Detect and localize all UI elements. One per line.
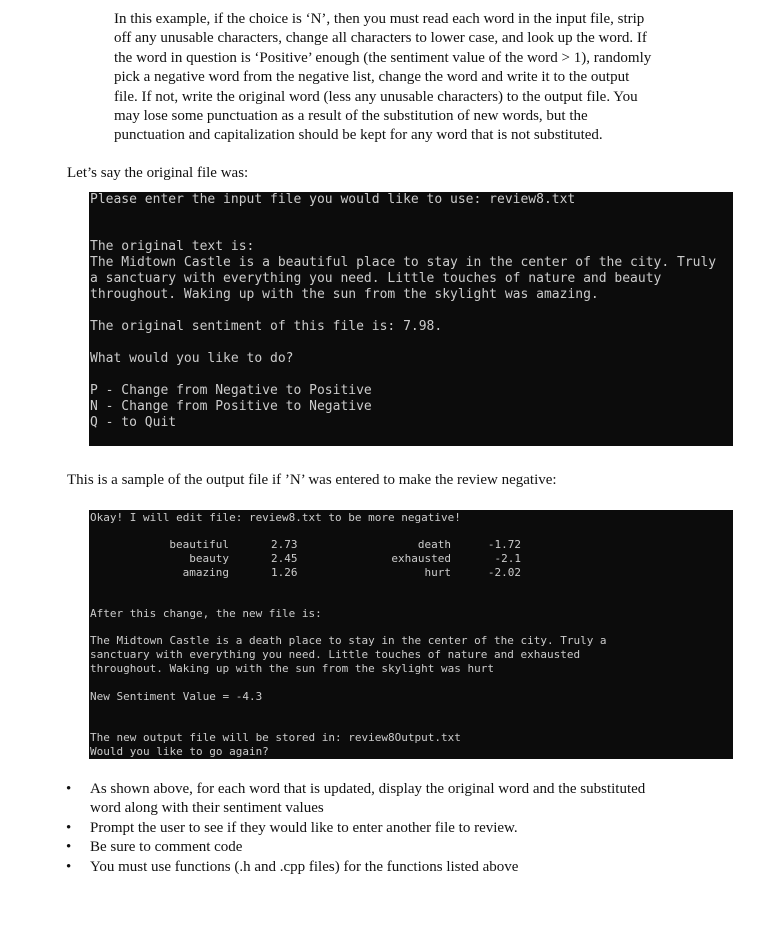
substituted-word: death [417,538,451,551]
console-line: New Sentiment Value = -4.3 [90,690,263,703]
console-line: Would you like to go again? [90,745,269,758]
list-item: • Be sure to comment code [60,838,720,857]
list-item: • As shown above, for each word that is updated, display the original word and the substituted word along with their sentiment values [66,781,646,817]
bullet-icon: • [66,839,72,856]
console-line: The original text is: [90,239,255,254]
requirements-list [60,780,720,877]
list-item: • You must use functions (.h and .cpp files) for the functions listed above [60,858,720,877]
original-word: amazing [182,566,229,579]
original-value: 1.26 [271,566,298,579]
original-console-screenshot [89,192,733,446]
substituted-value: -2.02 [487,566,521,579]
console-line: P - Change from Negative to Positive [90,383,372,398]
console-line: N - Change from Positive to Negative [90,399,372,414]
console-line: What would you like to do? [90,351,294,366]
console-line: Q - to Quit [90,415,177,430]
console-line: The Midtown Castle is a beautiful place to stay in the center of the city. Truly [90,255,717,270]
console-line: The Midtown Castle is a death place to stay in the center of the city. Truly a [90,634,607,647]
original-value: 2.45 [271,552,298,565]
console-line: throughout. Waking up with the sun from the skylight was amazing. [90,287,599,302]
console-line: Please enter the input file you would like to use: review8.txt [90,192,576,207]
bullet-icon: • [66,781,72,797]
intro-line: the word in question is ‘Positive’ enough (the sentiment value of the word > 1), randomly [114,49,652,66]
console-header-line: Okay! I will edit file: review8.txt to be more negative! [90,511,461,524]
substituted-word: exhausted [391,552,451,565]
console-line: throughout. Waking up with the sun from the skylight was hurt [90,662,494,675]
intro-line: punctuation and capitalization should be kept for any word that is not substituted. [114,127,603,144]
bullet-icon: • [66,858,72,875]
original-value: 2.73 [271,538,298,551]
substituted-value: -1.72 [487,538,521,551]
intro-line: In this example, if the choice is ‘N’, then you must read each word in the input file, strip [114,11,645,27]
original-file-heading: Let’s say the original file was: [67,165,249,181]
original-word: beautiful [169,538,229,551]
console-line: The original sentiment of this file is: 7.98. [90,319,443,334]
original-word: beauty [189,552,229,565]
console-line: sanctuary with everything you need. Little touches of nature and exhausted [90,648,581,661]
bullet-icon: • [66,819,72,836]
intro-line: off any unusable characters, change all characters to lower case, and look up the word. If [114,30,647,47]
intro-line: pick a negative word from the negative list, change the word and write it to the output [114,69,630,86]
intro-line: may lose some punctuation as a result of the substitution of new words, but the [114,108,588,125]
substituted-value: -2.1 [494,552,521,565]
output-console-screenshot [89,510,733,759]
intro-line: file. If not, write the original word (less any unusable characters) to the output file. You [114,88,638,105]
console-line: a sanctuary with everything you need. Little touches of nature and beauty [90,271,662,286]
list-item: • Prompt the user to see if they would like to enter another file to review. [60,819,720,838]
output-sample-heading: This is a sample of the output file if ’N’ was entered to make the review negative: [67,472,557,488]
intro-paragraph [114,10,714,146]
substituted-word: hurt [424,566,451,579]
console-line: The new output file will be stored in: review8Output.txt [90,731,461,744]
console-line: After this change, the new file is: [90,607,322,620]
